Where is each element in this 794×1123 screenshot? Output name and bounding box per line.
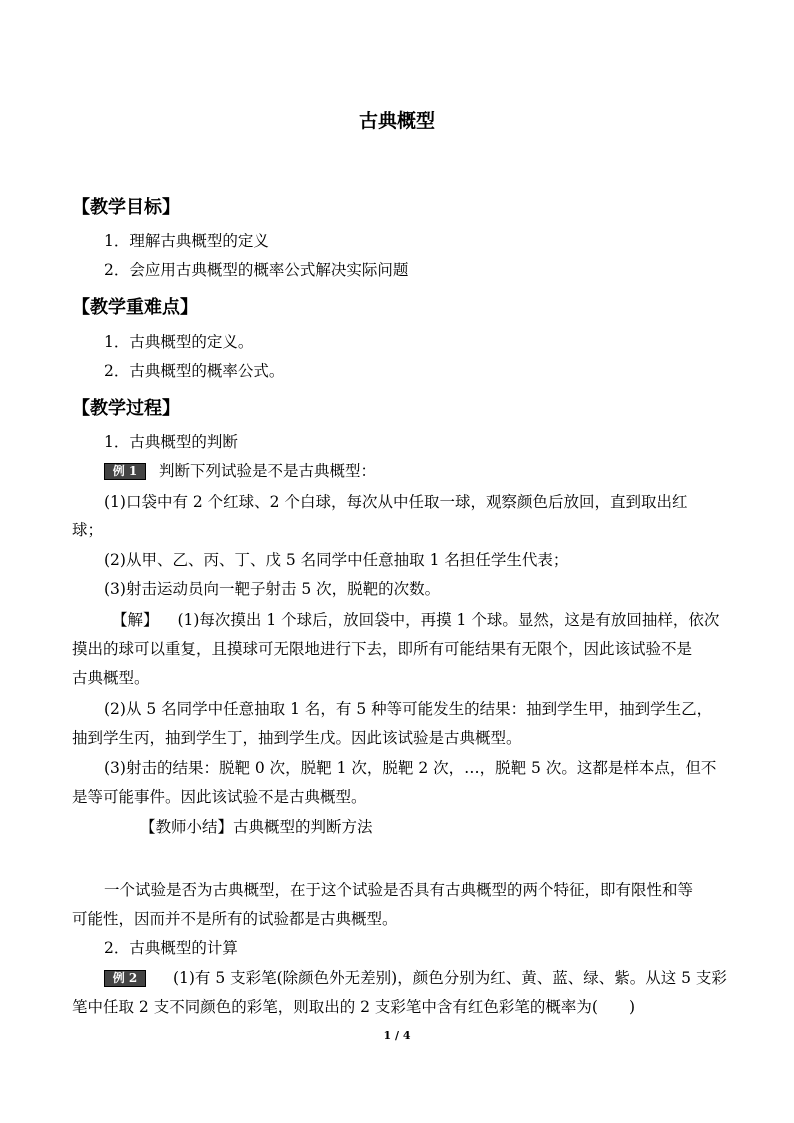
page-number: 1 / 4: [383, 1029, 411, 1042]
solution-line: 抽到学生丙，抽到学生丁，抽到学生戊。因此该试验是古典概型。: [72, 729, 522, 747]
solution-text: (1)每次摸出 1 个球后，放回袋中，再摸 1 个球。显然，这是有放回抽样，依次: [177, 611, 720, 629]
goal-item: 2．会应用古典概型的概率公式解决实际问题: [104, 261, 409, 279]
example-text: (1)有 5 支彩笔(除颜色外无差别)，颜色分别为红、黄、蓝、绿、紫。从这 5 支彩: [172, 968, 727, 987]
example-line: 笔中任取 2 支不同颜色的彩笔，则取出的 2 支彩笔中含有红色彩笔的概率为( ): [72, 998, 636, 1016]
example-2: [104, 970, 727, 987]
solution-line: 是等可能事件。因此该试验不是古典概型。: [72, 788, 367, 806]
solution-label: 【解】: [112, 611, 159, 629]
example-1: [104, 463, 376, 480]
page-title: 古典概型: [358, 110, 435, 132]
example-label: 例 2: [104, 970, 146, 987]
solution-line: [112, 613, 719, 629]
question-line: (1)口袋中有 2 个红球、2 个白球，每次从中任取一球，观察颜色后放回，直到取出红: [104, 493, 688, 511]
subsection-heading: 2．古典概型的计算: [104, 939, 238, 957]
example-text: 判断下列试验是不是古典概型：: [158, 461, 376, 480]
goal-item: 1．理解古典概型的定义: [104, 232, 269, 250]
teacher-summary-heading: 【教师小结】古典概型的判断方法: [140, 818, 373, 836]
solution-line: (2)从 5 名同学中任意抽取 1 名，有 5 种等可能发生的结果：抽到学生甲，抽到学生乙，: [104, 700, 713, 718]
summary-line: 一个试验是否为古典概型，在于这个试验是否具有古典概型的两个特征，即有限性和等: [104, 881, 694, 899]
solution-line: 古典概型。: [72, 669, 150, 687]
key-heading: 【教学重难点】: [72, 297, 198, 318]
key-item: 2．古典概型的概率公式。: [104, 362, 285, 380]
key-item: 1．古典概型的定义。: [104, 333, 254, 351]
solution-line: (3)射击的结果：脱靶 0 次，脱靶 1 次，脱靶 2 次，…，脱靶 5 次。这都是样本点，但不: [104, 759, 717, 777]
question-line: (2)从甲、乙、丙、丁、戊 5 名同学中任意抽取 1 名担任学生代表；: [104, 551, 569, 569]
solution-line: 摸出的球可以重复，且摸球可无限地进行下去，即所有可能结果有无限个，因此该试验不是: [72, 640, 693, 658]
process-heading: 【教学过程】: [72, 398, 180, 419]
goals-heading: 【教学目标】: [72, 197, 180, 218]
question-line: 球；: [72, 521, 104, 539]
subsection-heading: 1．古典概型的判断: [104, 433, 238, 451]
summary-line: 可能性，因而并不是所有的试验都是古典概型。: [72, 910, 398, 928]
example-label: 例 1: [104, 463, 146, 480]
question-line: (3)射击运动员向一靶子射击 5 次，脱靶的次数。: [104, 580, 441, 598]
